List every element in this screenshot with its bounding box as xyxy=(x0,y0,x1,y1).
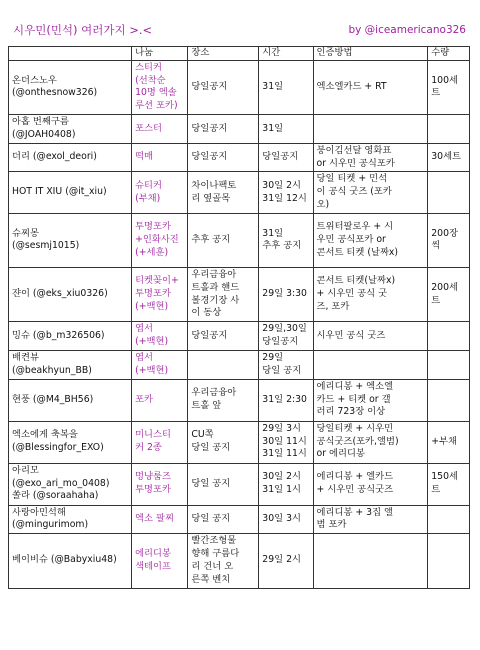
cell-place xyxy=(188,463,259,505)
cell-method xyxy=(313,379,428,421)
cell-giveaway-line: 에리디봉 xyxy=(135,548,171,560)
table-row xyxy=(9,505,470,534)
cell-method xyxy=(313,534,428,588)
cell-method-line: 카드 + 티켓 or 갤 xyxy=(316,393,391,405)
cell-giveaway-line: 투명포카 xyxy=(135,484,171,496)
cell-quantity xyxy=(428,534,470,588)
column-header-method: 인증방법 xyxy=(313,47,428,61)
cell-place-line: CU쪽 xyxy=(191,429,214,441)
cell-giveaway-line: (+세훈) xyxy=(135,246,169,258)
cell-time-line: 31일 xyxy=(262,227,284,239)
cell-name-line: 더리 (@exol_deori) xyxy=(12,151,97,163)
cell-time-line: 29일,30일 xyxy=(262,323,307,335)
cell-place-line: 추후 공지 xyxy=(191,234,231,246)
cell-giveaway xyxy=(132,379,188,421)
cell-time-line: 31일 xyxy=(262,81,284,93)
cell-name-line: 온더스노우 xyxy=(12,74,57,86)
cell-place-line: 당일 공지 xyxy=(191,512,231,524)
table-row xyxy=(9,143,470,172)
cell-time xyxy=(259,350,313,379)
cell-quantity xyxy=(428,421,470,463)
cell-method xyxy=(313,172,428,213)
cell-giveaway-line: 멍냥룸즈 xyxy=(135,471,171,483)
cell-place-line: 빨간조형물 xyxy=(191,535,237,547)
cell-method xyxy=(313,421,428,463)
cell-giveaway xyxy=(132,350,188,379)
cell-giveaway xyxy=(132,60,188,114)
cell-giveaway xyxy=(132,463,188,505)
cell-quantity xyxy=(428,143,470,172)
cell-time-line: 30일 3시 xyxy=(262,512,301,524)
cell-time xyxy=(259,143,313,172)
cell-giveaway-line: 슈티커 xyxy=(135,179,163,191)
cell-time xyxy=(259,505,313,534)
cell-name xyxy=(9,463,132,505)
cell-quantity xyxy=(428,379,470,421)
cell-method-line: 오) xyxy=(316,199,330,211)
cell-time xyxy=(259,267,313,321)
cell-name-line: 사랑아민석해 xyxy=(12,506,66,518)
column-header-giveaway: 나눔 xyxy=(132,47,188,61)
table-row xyxy=(9,213,470,267)
cell-method-line: 콘서트 티켓(날짜x) xyxy=(316,275,396,287)
cell-place-line: 당일 공지 xyxy=(191,442,231,454)
cell-place xyxy=(188,60,259,114)
cell-time-line: 31일 11시 xyxy=(262,448,307,460)
cell-name-line: (@exo_ari_mo_0408) xyxy=(12,477,110,489)
cell-giveaway xyxy=(132,534,188,588)
cell-method-line: 범 포카 xyxy=(316,519,347,531)
cell-quantity xyxy=(428,322,470,351)
table-row xyxy=(9,463,470,505)
cell-method-line: 붕이김선달 영화표 xyxy=(316,144,392,156)
cell-place-line: 향해 구름다 xyxy=(191,548,240,560)
cell-name-line: (@JOAH0408) xyxy=(12,128,76,140)
cell-method-line: 당일티켓 + 시우민 xyxy=(316,422,394,434)
cell-name-line: (@Blessingfor_EXO) xyxy=(12,442,104,454)
cell-giveaway xyxy=(132,143,188,172)
cell-place-line: 당일공지 xyxy=(191,81,228,93)
cell-method xyxy=(313,322,428,351)
cell-method xyxy=(313,463,428,505)
cell-giveaway xyxy=(132,421,188,463)
cell-giveaway-line: 색테이프 xyxy=(135,560,171,572)
cell-name-line: 밍슈 (@b_m326506) xyxy=(12,329,105,341)
cell-place xyxy=(188,213,259,267)
cell-place-line: 이 동상 xyxy=(191,307,222,319)
cell-name-line: 쟌이 (@eks_xiu0326) xyxy=(12,288,108,300)
table-row xyxy=(9,115,470,144)
cell-name xyxy=(9,172,132,213)
cell-quantity xyxy=(428,350,470,379)
cell-place-line: 차이나팩토 xyxy=(191,179,237,191)
cell-place-line: 리 옆골목 xyxy=(191,192,231,204)
cell-name-line: (@onthesnow326) xyxy=(12,87,98,99)
cell-name xyxy=(9,379,132,421)
cell-name-line: 쏠라 (@soraahaha) xyxy=(12,490,99,502)
cell-place xyxy=(188,350,259,379)
cell-method-line: 우민 공식포카 or xyxy=(316,234,386,246)
cell-time xyxy=(259,60,313,114)
cell-time-line: 31일 2:30 xyxy=(262,393,307,405)
cell-method xyxy=(313,213,428,267)
page-header xyxy=(0,0,480,40)
cell-name xyxy=(9,421,132,463)
column-header-time: 시간 xyxy=(259,47,313,61)
cell-method xyxy=(313,60,428,114)
cell-place xyxy=(188,115,259,144)
cell-giveaway-line: (부채) xyxy=(135,192,161,204)
cell-time-line: 29일 xyxy=(262,351,284,363)
table-row xyxy=(9,534,470,588)
cell-place-line: 트홀 앞 xyxy=(191,400,222,412)
cell-time xyxy=(259,115,313,144)
cell-name xyxy=(9,505,132,534)
cell-quantity xyxy=(428,463,470,505)
table-header-row xyxy=(9,47,470,61)
cell-time xyxy=(259,421,313,463)
cell-time-line: 29일 2시 xyxy=(262,554,301,566)
page-title: 시우민(민석) 여러가지 >.< xyxy=(13,23,153,37)
cell-place-line: 트홀과 핸드 xyxy=(191,281,240,293)
cell-giveaway-line: 미니스티 xyxy=(135,429,171,441)
cell-quantity-line: +부채 xyxy=(431,435,458,447)
cell-method xyxy=(313,267,428,321)
cell-place xyxy=(188,143,259,172)
table-row xyxy=(9,322,470,351)
cell-quantity-line: 200세트 xyxy=(431,281,458,306)
cell-place-line: 리 건너 오 xyxy=(191,560,234,572)
cell-time xyxy=(259,213,313,267)
cell-giveaway xyxy=(132,213,188,267)
cell-time-line: 30일 2시 xyxy=(262,471,301,483)
author-handle: by @iceamericano326 xyxy=(348,24,466,36)
cell-giveaway-line: 포카 xyxy=(135,393,154,405)
cell-quantity-line: 150세트 xyxy=(431,471,458,496)
cell-name xyxy=(9,322,132,351)
cell-giveaway xyxy=(132,322,188,351)
cell-method-line: 즈, 포카 xyxy=(316,301,350,312)
cell-time-line: 당일공지 xyxy=(262,336,299,348)
cell-place-line: 른쪽 벤치 xyxy=(191,573,231,585)
cell-method-line: 에리디봉 + 엑소엘 xyxy=(316,380,394,392)
cell-giveaway-line: (+백현) xyxy=(135,301,169,312)
cell-giveaway-line: 커 2종 xyxy=(135,442,162,454)
cell-method xyxy=(313,505,428,534)
cell-time-line: 31일 12시 xyxy=(262,192,307,204)
cell-giveaway-line: 투명포카 xyxy=(135,221,171,233)
cell-method-line: 러리 723장 이상 xyxy=(316,406,386,418)
cell-quantity xyxy=(428,115,470,144)
cell-quantity-line: 200장씩 xyxy=(431,227,458,252)
cell-method-line: 콘서트 티켓 (날짜x) xyxy=(316,246,399,258)
cell-time xyxy=(259,322,313,351)
cell-giveaway-line: 티켓꽂이+ xyxy=(135,275,179,287)
cell-name xyxy=(9,350,132,379)
cell-time xyxy=(259,463,313,505)
cell-place-line: 우리금융아 xyxy=(191,387,237,399)
cell-place-line: 볼경기장 사 xyxy=(191,294,240,306)
cell-place xyxy=(188,267,259,321)
cell-method-line: 당일 티켓 + 민석 xyxy=(316,173,388,185)
cell-quantity-line: 30세트 xyxy=(431,151,462,163)
cell-name xyxy=(9,213,132,267)
cell-time-line: 29일 3시 xyxy=(262,422,301,434)
cell-quantity xyxy=(428,267,470,321)
cell-place xyxy=(188,172,259,213)
cell-name xyxy=(9,534,132,588)
cell-name-line: (@mingurimom) xyxy=(12,519,89,531)
cell-giveaway-line: 포스터 xyxy=(135,122,163,134)
table-body xyxy=(9,60,470,588)
cell-time-line: 30일 2시 xyxy=(262,179,301,191)
cell-method-line: 트위터팔로우 + 시 xyxy=(316,221,394,233)
cell-giveaway-line: 엽서 xyxy=(135,323,154,335)
cell-giveaway-line: (+백현) xyxy=(135,336,169,348)
table-row xyxy=(9,350,470,379)
cell-giveaway-line: (+백현) xyxy=(135,364,169,376)
cell-giveaway-line: 투명포카 xyxy=(135,288,171,300)
cell-place-line: 당일공지 xyxy=(191,151,228,163)
cell-time-line: 당일공지 xyxy=(262,151,299,163)
cell-method-line: or 에리디봉 xyxy=(316,448,365,460)
cell-time xyxy=(259,379,313,421)
cell-place xyxy=(188,534,259,588)
cell-name-line: HOT IT XIU (@it_xiu) xyxy=(12,186,107,198)
cell-giveaway xyxy=(132,267,188,321)
cell-time-line: 31일 xyxy=(262,122,284,134)
cell-time-line: 31일 1시 xyxy=(262,484,301,496)
cell-time xyxy=(259,172,313,213)
cell-giveaway-line: 10명 엑솔 xyxy=(135,87,177,99)
cell-name-line: 엑소에게 축복을 xyxy=(12,429,78,441)
cell-quantity-line: 100세트 xyxy=(431,74,458,99)
cell-name xyxy=(9,60,132,114)
cell-method-line: 에리디봉 + 3집 앨 xyxy=(316,506,393,518)
cell-method-line: + 시우민 공식 굿 xyxy=(316,288,388,300)
cell-time xyxy=(259,534,313,588)
cell-giveaway xyxy=(132,505,188,534)
cell-giveaway-line: 루션 포카) xyxy=(135,100,178,112)
cell-time-line: 29일 3:30 xyxy=(262,288,307,300)
cell-giveaway-line: 엽서 xyxy=(135,351,154,363)
cell-name xyxy=(9,143,132,172)
giveaway-table xyxy=(8,46,470,589)
column-header-place: 장소 xyxy=(188,47,259,61)
cell-giveaway-line: (선착순 xyxy=(135,74,166,86)
cell-name xyxy=(9,115,132,144)
cell-method-line: 이 공식 굿즈 (포카 xyxy=(316,186,392,198)
table-row xyxy=(9,421,470,463)
cell-method xyxy=(313,350,428,379)
cell-place xyxy=(188,505,259,534)
table-row xyxy=(9,379,470,421)
cell-time-line: 당일 공지 xyxy=(262,364,302,376)
cell-name-line: 아홉 번째구름 xyxy=(12,116,69,128)
cell-place xyxy=(188,421,259,463)
cell-method-line: 에리디봉 + 엘카드 xyxy=(316,471,394,483)
cell-quantity xyxy=(428,60,470,114)
cell-name-line: 아리모 xyxy=(12,464,39,476)
cell-place-line: 당일공지 xyxy=(191,329,228,341)
column-header-quantity: 수량 xyxy=(428,47,470,61)
cell-method xyxy=(313,115,428,144)
cell-place xyxy=(188,379,259,421)
cell-quantity xyxy=(428,213,470,267)
cell-giveaway-line: 스티커 xyxy=(135,61,163,73)
cell-name xyxy=(9,267,132,321)
cell-name-line: 현풍 (@M4_BH56) xyxy=(12,393,94,405)
cell-method-line: 공식굿즈(포카,앨범) xyxy=(316,435,399,447)
column-header-name xyxy=(9,47,132,61)
cell-method-line: or 시우민 공식포카 xyxy=(316,157,395,169)
cell-name-line: 배켠뷰 xyxy=(12,351,39,363)
cell-name-line: (@beakhyun_BB) xyxy=(12,364,92,376)
table-row xyxy=(9,60,470,114)
cell-giveaway-line: 엑소 팔찌 xyxy=(135,512,174,524)
cell-quantity xyxy=(428,172,470,213)
cell-method-line: 엑소엘카드 + RT xyxy=(316,81,387,93)
cell-giveaway-line: +인화사진 xyxy=(135,234,179,246)
cell-place-line: 우리금융아 xyxy=(191,268,237,280)
cell-place xyxy=(188,322,259,351)
cell-time-line: 30일 11시 xyxy=(262,435,307,447)
cell-method xyxy=(313,143,428,172)
cell-place-line: 당일공지 xyxy=(191,122,228,134)
cell-name-line: 베이비슈 (@Babyxiu48) xyxy=(12,554,117,566)
cell-giveaway xyxy=(132,115,188,144)
table-row xyxy=(9,172,470,213)
cell-place-line: 당일 공지 xyxy=(191,477,231,489)
cell-giveaway xyxy=(132,172,188,213)
cell-method-line: 시우민 공식 굿즈 xyxy=(316,329,386,341)
cell-giveaway-line: 떡매 xyxy=(135,151,154,163)
cell-name-line: (@sesmj1015) xyxy=(12,240,80,252)
cell-method-line: + 시우민 공식굿즈 xyxy=(316,484,394,496)
cell-quantity xyxy=(428,505,470,534)
table-row xyxy=(9,267,470,321)
cell-time-line: 추후 공지 xyxy=(262,240,302,252)
cell-name-line: 슈찌몽 xyxy=(12,227,39,239)
